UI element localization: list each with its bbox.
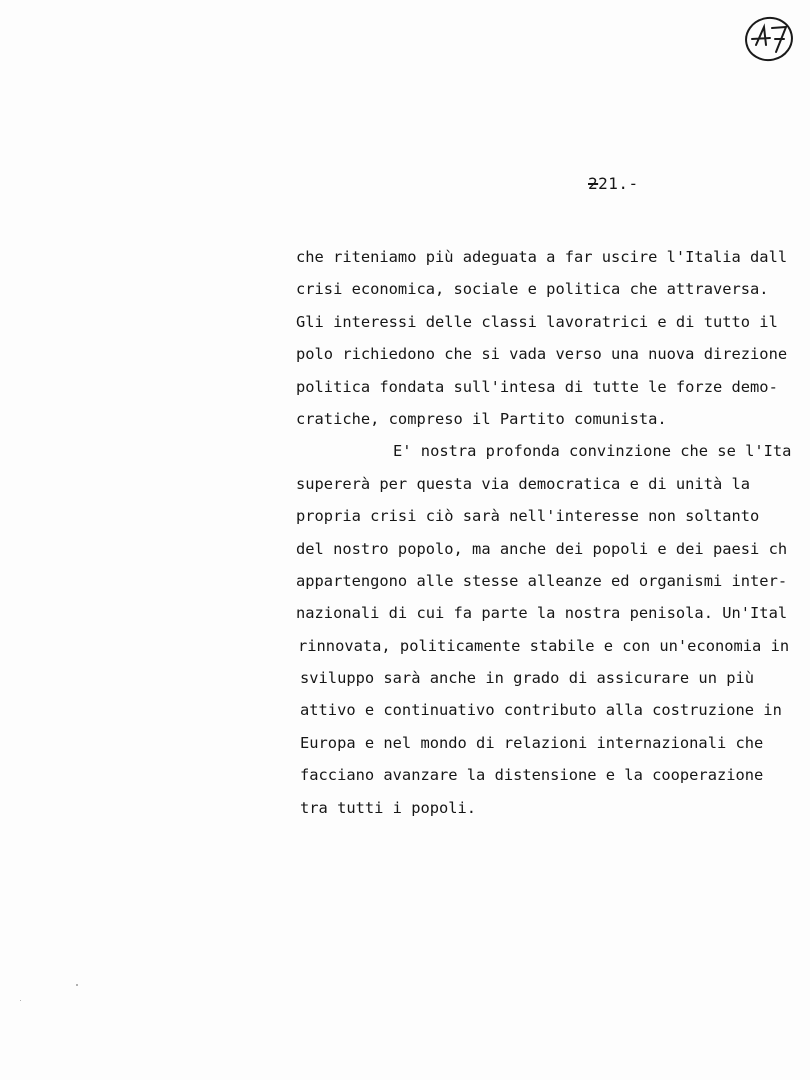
text-line: rinnovata, politicamente stabile e con un'economia in [298,636,790,655]
text-line: crisi economica, sociale e politica che attraversa. [296,280,769,299]
page-number [588,174,639,193]
text-line: Europa e nel mondo di relazioni internazionali che [300,733,764,752]
scan-speck [20,1000,21,1001]
text-line: Gli interessi delle classi lavoratrici e di tutto il [296,312,778,331]
scan-speck [76,984,78,986]
page-number-suffix: .- [618,174,639,193]
page-number-value: 21 [598,174,619,193]
text-line: nazionali di cui fa parte la nostra penisola. Un'Ital [296,604,788,623]
text-line: del nostro popolo, ma anche dei popoli e dei paesi ch [296,539,788,558]
text-line: attivo e continuativo contributo alla costruzione in [300,701,782,720]
body-text [296,244,810,827]
text-line: appartengono alle stesse alleanze ed organismi inter- [296,571,788,590]
text-line: tra tutti i popoli. [300,798,477,817]
text-line: cratiche, compreso il Partito comunista. [296,409,667,428]
handwritten-folio-47 [742,14,796,64]
text-line: facciano avanzare la distensione e la cooperazione [300,766,764,785]
text-line: propria crisi ciò sarà nell'interesse non soltanto [296,507,760,526]
text-line: sviluppo sarà anche in grado di assicurare un più [300,669,755,688]
text-line: supererà per questa via democratica e di unità la [296,474,751,493]
text-line: politica fondata sull'intesa di tutte le forze demo- [296,377,778,396]
text-line: che riteniamo più adeguata a far uscire l'Italia dall [296,248,788,266]
text-line: E' nostra profonda convinzione che se l'Ita [393,442,792,461]
page-number-struck: 2 [588,174,599,193]
text-line: polo richiedono che si vada verso una nuova direzione [296,345,788,364]
